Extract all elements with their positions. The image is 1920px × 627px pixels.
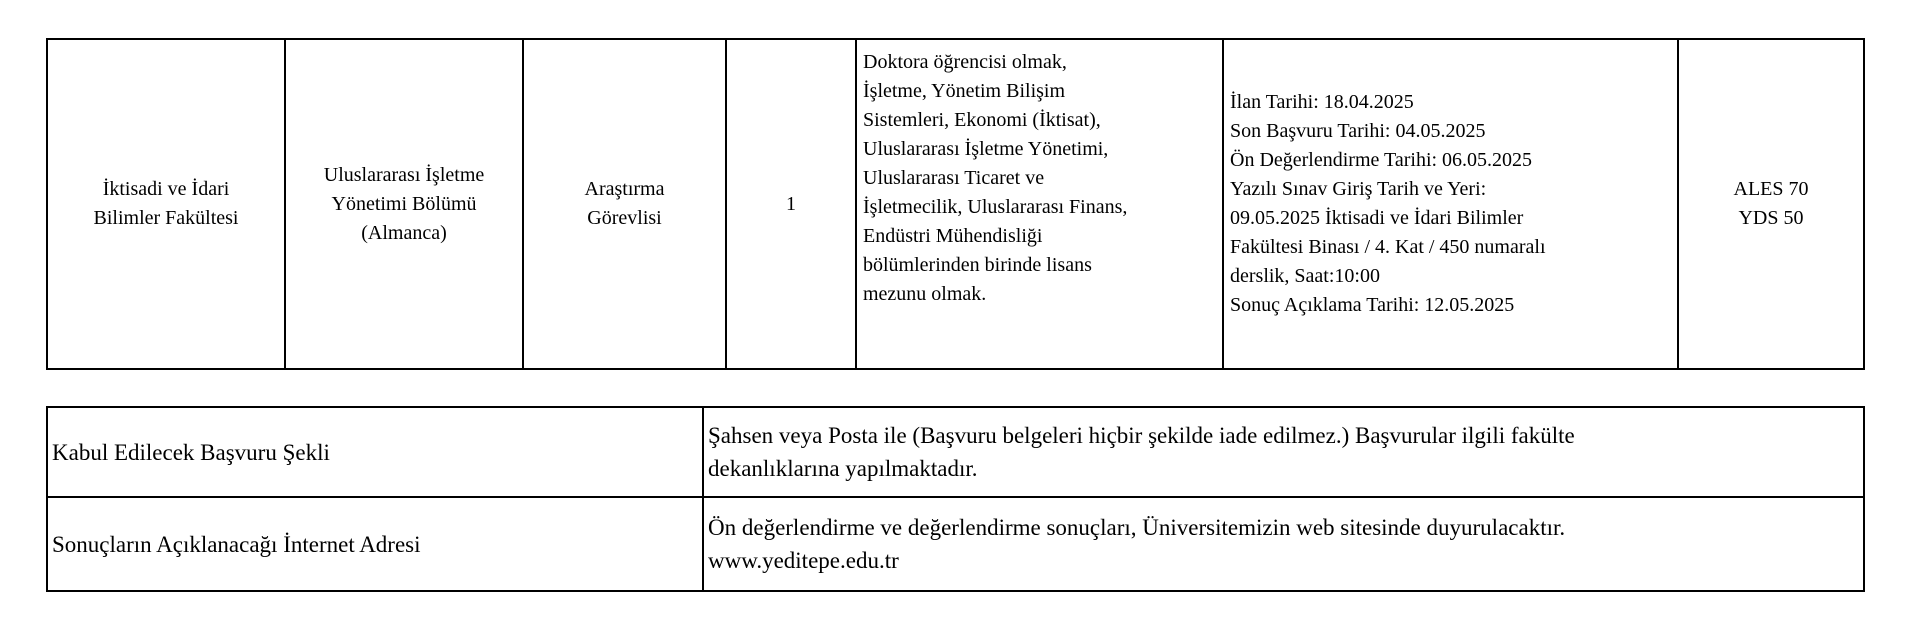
application-method-row: [47, 407, 1864, 497]
application-info-table: [46, 406, 1865, 592]
application-method-label: Kabul Edilecek Başvuru Şekli: [47, 407, 703, 497]
exam-score-cell: ALES 70 YDS 50: [1678, 39, 1864, 369]
department-cell: Uluslararası İşletme Yönetimi Bölümü (Almanca): [285, 39, 523, 369]
position-title-cell: Araştırma Görevlisi: [523, 39, 726, 369]
website-link[interactable]: www.yeditepe.edu.tr: [708, 548, 899, 573]
position-count-cell: 1: [726, 39, 856, 369]
requirements-cell: Doktora öğrencisi olmak, İşletme, Yönetim Bilişim Sistemleri, Ekonomi (İktisat), Uluslararası İşletme Yönetimi, Uluslararası Ticaret ve İşletmecilik, Uluslararası Finans, Endüstri Mühendisliği bölümlerinden birinde lisans mezunu olmak.: [856, 39, 1223, 369]
faculty-cell: İktisadi ve İdari Bilimler Fakültesi: [47, 39, 285, 369]
dates-cell: İlan Tarihi: 18.04.2025 Son Başvuru Tarihi: 04.05.2025 Ön Değerlendirme Tarihi: 06.05.2025 Yazılı Sınav Giriş Tarih ve Yeri: 09.05.2025 İktisadi ve İdari Bilimler Fakültesi Binası / 4. Kat / 450 numaralı derslik, Saat:10:00 Sonuç Açıklama Tarihi: 12.05.2025: [1223, 39, 1678, 369]
application-method-value: Şahsen veya Posta ile (Başvuru belgeleri hiçbir şekilde iade edilmez.) Başvurular ilgili fakülte dekanlıklarına yapılmaktadır.: [703, 407, 1864, 497]
results-address-label: Sonuçların Açıklanacağı İnternet Adresi: [47, 497, 703, 591]
results-address-value: Ön değerlendirme ve değerlendirme sonuçları, Üniversitemizin web sitesinde duyurulacaktır. www.yeditepe.edu.tr: [703, 497, 1864, 591]
results-address-row: [47, 497, 1864, 591]
position-table: [46, 38, 1865, 370]
position-row: [47, 39, 1864, 369]
